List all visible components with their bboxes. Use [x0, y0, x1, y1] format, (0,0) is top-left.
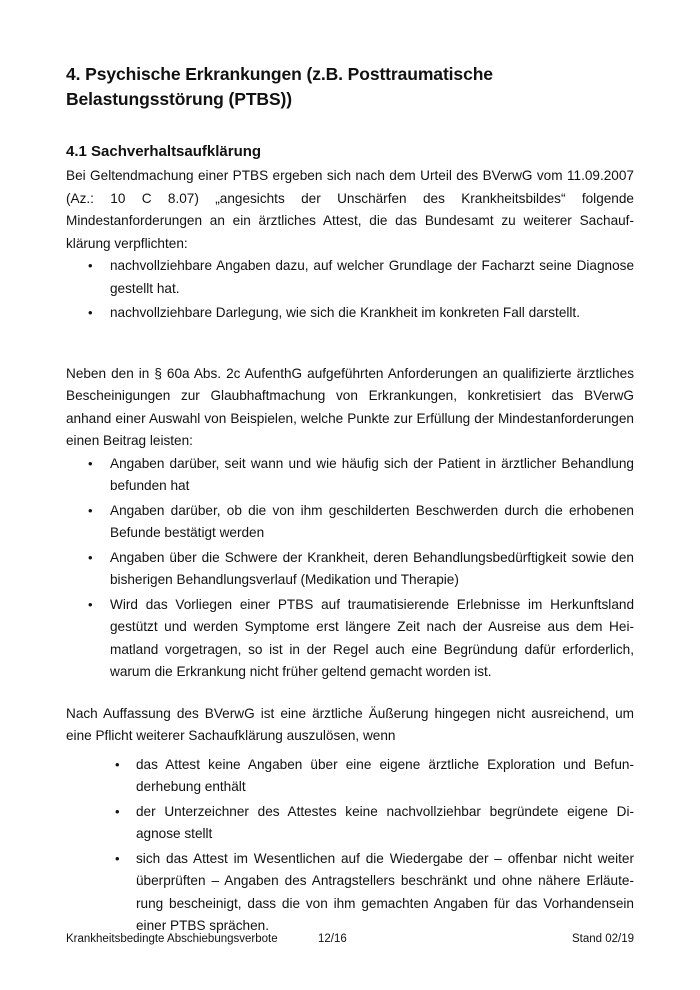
list-item: • Angaben über die Schwere der Krankheit, deren Behandlungsbedürftigkeit sowie den bisherigen Behandlungsverlauf (Medikation und Therapie): [66, 547, 634, 592]
list-item: • Angaben darüber, seit wann und wie häufig sich der Patient in ärztlicher Behandlung befunden hat: [66, 453, 634, 498]
page-content: [66, 62, 634, 940]
footer-document-title: Krankheitsbedingte Abschiebungsverbote: [66, 933, 278, 945]
bullet-icon: •: [88, 258, 93, 273]
list-item: • nachvollziehbare Angaben dazu, auf welcher Grundlage der Facharzt seine Diagnose gestellt hat.: [66, 255, 634, 300]
list-item: • Wird das Vorliegen einer PTBS auf traumatisierende Erlebnisse im Herkunftsland gestützt und werden Symptome erst längere Zeit nach der Ausreise aus dem Heimatland vorgetragen, so ist in der Regel auch eine Begründung dafür erforderlich, warum die Erkrankung nicht früher geltend gemacht worden ist.: [66, 594, 634, 684]
footer-version: Stand 02/19: [571, 933, 634, 945]
section-heading: 4. Psychische Erkrankungen (z.B. Posttraumatische Belastungsstörung (PTBS)): [66, 64, 493, 109]
bullet-icon: •: [88, 549, 93, 565]
footer-page-number: 12/16: [318, 933, 347, 945]
insufficient-list: [66, 754, 634, 938]
list-item: • nachvollziehbare Darlegung, wie sich die Krankheit im konkreten Fall darstellt.: [66, 302, 634, 325]
bullet-icon: •: [115, 803, 120, 819]
list-item: • Angaben darüber, ob die von ihm geschilderten Beschwerden durch die erhobenen Befunde bestätigt werden: [66, 500, 634, 545]
requirements-list: [66, 255, 634, 325]
bullet-icon: •: [88, 596, 93, 612]
paragraph-insufficient: Nach Auffassung des BVerwG ist eine ärztliche Äußerung hingegen nicht ausreichend, um eine Pflicht weiterer Sachaufklärung auszulösen, wenn: [66, 705, 634, 743]
criteria-list: [66, 453, 634, 684]
bullet-icon: •: [115, 850, 120, 866]
paragraph-criteria: Neben den in § 60a Abs. 2c AufenthG aufgeführten Anforderungen an qualifizierte ärztliches Bescheinigungen zur Glaubhaftmachung von Erkrankungen, konkretisiert das BVerwG anhand einer Auswahl von Beispielen, welche Punkte zur Erfüllung der Mindestanforderungen einen Beitrag leisten:: [66, 365, 634, 448]
bullet-icon: •: [88, 305, 93, 320]
bullet-icon: •: [88, 502, 93, 518]
list-item: • sich das Attest im Wesentlichen auf die Wiedergabe der – offenbar nicht weiter überprüften – Angaben des Antragstellers beschränkt und ohne nähere Erläuterung bescheinigt, dass die von ihm gemachten Angaben für das Vorhandensein einer PTBS sprächen.: [66, 848, 634, 938]
list-item: • das Attest keine Angaben über eine eigene ärztliche Exploration und Befunderhebung enthält: [66, 754, 634, 799]
subsection-heading: 4.1 Sachverhaltsaufklärung: [66, 143, 262, 160]
bullet-icon: •: [115, 756, 120, 772]
list-item: • der Unterzeichner des Attestes keine nachvollziehbar begründete eigene Diagnose stellt: [66, 801, 634, 846]
paragraph-intro: Bei Geltendmachung einer PTBS ergeben sich nach dem Urteil des BVerwG vom 11.09.2007 (Az.: 10 C 8.07) „angesichts der Unschärfen des Krankheitsbildes“ folgende Mindestanforderungen an ein ärztliches Attest, die das Bundesamt zu weiterer Sachaufklärung verpflichten:: [66, 168, 634, 251]
bullet-icon: •: [88, 455, 93, 471]
